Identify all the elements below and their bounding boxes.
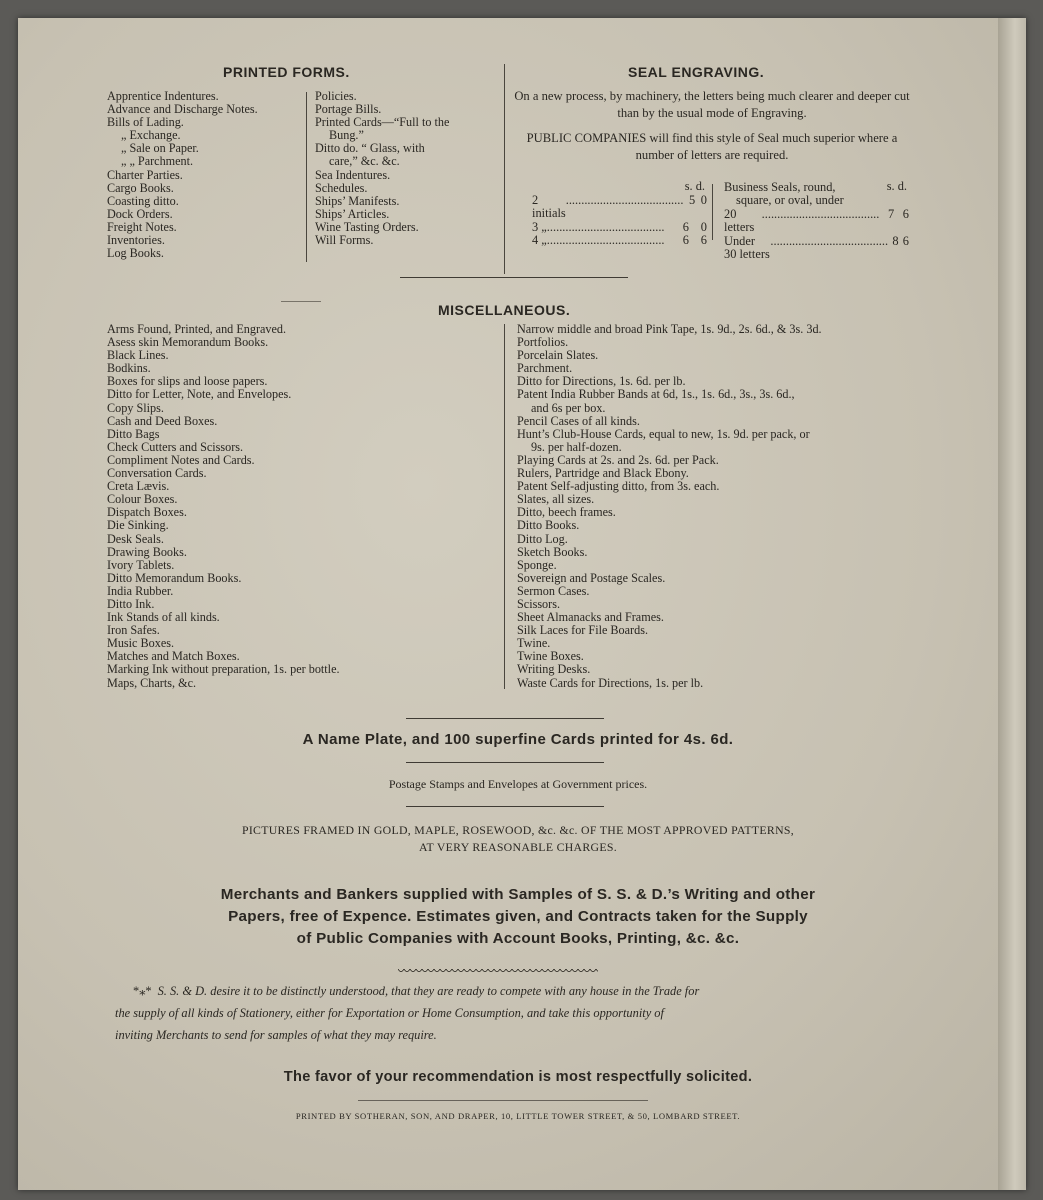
list-item: Portfolios. (517, 335, 569, 350)
section-rule-2 (406, 718, 604, 719)
list-item: Arms Found, Printed, and Engraved. (107, 322, 287, 336)
shillings-value: 6 (682, 219, 689, 234)
name-plate-offer: A Name Plate, and 100 superfine Cards printed for 4s. 6d. (302, 731, 734, 748)
price-row (532, 221, 707, 235)
sd-header-left: s. d. (684, 179, 705, 193)
list-item: Ditto Bags (107, 426, 160, 441)
public-companies-note: PUBLIC COMPANIES will find this style of Seal much superior where a number of letters are required. (526, 131, 898, 162)
pictures-line-2: AT VERY REASONABLE CHARGES. (419, 840, 617, 854)
list-item: „ „ Parchment. (121, 154, 194, 169)
price-row (724, 208, 909, 235)
notice-paragraph (115, 980, 955, 1046)
shillings-value: 6 (682, 233, 689, 247)
miscellaneous-column-1 (107, 323, 497, 690)
list-item: Copy Slips. (107, 400, 164, 415)
price-row (532, 194, 707, 221)
leader-dots: ...................................... (546, 233, 665, 247)
pence-value: 6 (700, 233, 707, 247)
miscellaneous-divider (504, 324, 505, 689)
price-row (532, 234, 707, 248)
list-item: Ditto do. “ Glass, with (315, 141, 425, 156)
list-item: Sermon Cases. (517, 583, 590, 598)
notice-asterisks: *⁎* (133, 984, 152, 998)
list-item: Die Sinking. (107, 518, 169, 533)
imprint-rule (358, 1100, 648, 1101)
list-item: Compliment Notes and Cards. (107, 452, 255, 467)
list-item: Matches and Match Boxes. (107, 649, 240, 664)
document-page (18, 18, 1026, 1190)
list-item: Marking Ink without preparation, 1s. per bottle. (107, 662, 340, 677)
section-rule-3 (406, 762, 604, 763)
short-rule (281, 301, 321, 302)
recommendation-line: The favor of your recommendation is most respectfully solicited. (283, 1069, 753, 1085)
price-label: 2 initials (532, 192, 566, 220)
list-item: Schedules. (315, 180, 368, 195)
pence-value: 0 (700, 192, 707, 207)
top-center-divider (504, 64, 505, 274)
list-item: Patent Self-adjusting ditto, from 3s. each. (517, 479, 720, 494)
list-item: Maps, Charts, &c. (107, 675, 197, 690)
list-item: Check Cutters and Scissors. (107, 439, 244, 454)
list-item: Ships’ Manifests. (315, 193, 400, 208)
list-item: Charter Parties. (107, 167, 183, 182)
price-row (724, 235, 909, 262)
price-label: 20 letters (724, 206, 755, 234)
list-item: Boxes for slips and loose papers. (107, 374, 268, 389)
list-item: Playing Cards at 2s. and 2s. 6d. per Pack. (517, 452, 719, 467)
printer-imprint: PRINTED BY SOTHERAN, SON, AND DRAPER, 10, LITTLE TOWER STREET, & 50, LOMBARD STREET. (295, 1111, 741, 1121)
printed-forms-divider (306, 92, 307, 262)
list-item: Cargo Books. (107, 180, 174, 195)
price-label: 4 „ (532, 233, 547, 247)
leader-dots: ...................................... (761, 206, 880, 221)
list-item: Ditto for Letter, Note, and Envelopes. (107, 387, 292, 402)
list-item: Twine. (517, 636, 551, 651)
miscellaneous-column-2 (517, 323, 927, 690)
notice-line-3: inviting Merchants to send for samples of what they may require. (115, 1028, 437, 1042)
price-label: 3 „ (532, 219, 547, 234)
list-item: Portage Bills. (315, 102, 382, 117)
section-rule-4 (406, 806, 604, 807)
pictures-line-1: PICTURES FRAMED IN GOLD, MAPLE, ROSEWOOD, &c. &c. OF THE MOST APPROVED PATTERNS, (241, 823, 795, 837)
list-item: Porcelain Slates. (517, 348, 599, 363)
merchants-line-1: Merchants and Bankers supplied with Samples of S. S. & D.’s Writing and other (220, 886, 816, 903)
wavy-rule (398, 969, 598, 975)
list-item: Apprentice Indentures. (107, 89, 219, 103)
list-item: „ Sale on Paper. (121, 141, 199, 156)
list-item: Ivory Tablets. (107, 557, 175, 572)
seal-engraving-description: On a new process, by machinery, the letters being much clearer and deeper cut than by the usual mode of Engraving. (514, 89, 910, 120)
pictures-framed-notice (58, 822, 978, 856)
pence-value: 6 (902, 233, 909, 248)
list-item: 9s. per half-dozen. (531, 439, 622, 454)
shillings-value: 8 (892, 233, 899, 248)
list-item: India Rubber. (107, 583, 174, 598)
list-item: Drawing Books. (107, 544, 187, 559)
list-item: Twine Boxes. (517, 649, 584, 664)
leader-dots: ...................................... (565, 192, 684, 207)
postage-stamps-note: Postage Stamps and Envelopes at Government prices. (388, 777, 648, 791)
list-item: Sketch Books. (517, 544, 588, 559)
list-item: Music Boxes. (107, 636, 175, 651)
list-item: Advance and Discharge Notes. (107, 102, 258, 117)
list-item: Rulers, Partridge and Black Ebony. (517, 466, 689, 481)
list-item: Ditto for Directions, 1s. 6d. per lb. (517, 374, 686, 389)
notice-line-1: S. S. & D. desire it to be distinctly understood, that they are ready to compete with any house in the Trade for (157, 984, 700, 998)
list-item: Asess skin Memorandum Books. (107, 335, 269, 350)
list-item: Slates, all sizes. (517, 492, 595, 507)
leader-dots: ...................................... (546, 219, 665, 234)
list-item: Hunt’s Club-House Cards, equal to new, 1s. 9d. per pack, or (517, 426, 810, 441)
printed-forms-column-1 (107, 90, 297, 260)
list-item: Colour Boxes. (107, 492, 178, 507)
pence-value: 6 (902, 206, 909, 221)
list-item: Scissors. (517, 596, 561, 611)
list-item: Iron Safes. (107, 623, 160, 638)
list-item: Cash and Deed Boxes. (107, 413, 218, 428)
list-item: Dispatch Boxes. (107, 505, 187, 520)
list-item: Will Forms. (315, 233, 374, 248)
pence-value: 0 (700, 219, 707, 234)
list-item: Log Books. (107, 246, 164, 261)
page-spine (998, 18, 1026, 1190)
list-item: Sheet Almanacks and Frames. (517, 610, 664, 625)
list-item: Writing Desks. (517, 662, 591, 677)
business-seals-description-line: square, or oval, under (736, 193, 844, 207)
list-item: Dock Orders. (107, 206, 173, 221)
shillings-value: 5 (689, 192, 696, 207)
list-item: Parchment. (517, 361, 573, 376)
list-item: Creta Lævis. (107, 479, 170, 494)
list-item: Ditto, beech frames. (517, 505, 616, 520)
list-item: Narrow middle and broad Pink Tape, 1s. 9d., 2s. 6d., & 3s. 3d. (517, 322, 822, 336)
list-item: Conversation Cards. (107, 466, 207, 481)
list-item: Ships’ Articles. (315, 206, 390, 221)
list-item: Ditto Memorandum Books. (107, 570, 242, 585)
list-item: Sovereign and Postage Scales. (517, 570, 666, 585)
list-item: Ink Stands of all kinds. (107, 610, 220, 625)
sd-header-right: s. d. (886, 179, 907, 193)
printed-forms-heading: PRINTED FORMS. (223, 64, 350, 80)
list-item: Ditto Books. (517, 518, 580, 533)
list-item: Coasting ditto. (107, 193, 179, 208)
shillings-value: 7 (887, 206, 895, 221)
list-item: Bills of Lading. (107, 115, 184, 130)
list-item: Pencil Cases of all kinds. (517, 413, 640, 428)
list-item: Bung.” (329, 128, 364, 143)
list-item: Printed Cards—“Full to the (315, 115, 450, 130)
merchants-line-3: of Public Companies with Account Books, Printing, &c. &c. (296, 930, 740, 947)
list-item: Bodkins. (107, 361, 151, 376)
list-item: care,” &c. &c. (329, 154, 400, 169)
list-item: Patent India Rubber Bands at 6d, 1s., 1s. 6d., 3s., 3s. 6d., (517, 387, 795, 402)
price-label: Under 30 letters (724, 233, 770, 261)
notice-line-2: the supply of all kinds of Stationery, either for Exportation or Home Consumption, and take this opportunity of (115, 1006, 664, 1020)
list-item: and 6s per box. (531, 400, 606, 415)
list-item: Sea Indentures. (315, 167, 391, 182)
list-item: Desk Seals. (107, 531, 164, 546)
list-item: Ditto Ink. (107, 596, 155, 611)
list-item: Waste Cards for Directions, 1s. per lb. (517, 675, 704, 690)
miscellaneous-heading: MISCELLANEOUS. (438, 302, 571, 318)
seal-engraving-heading: SEAL ENGRAVING. (628, 64, 765, 80)
business-seals-price-table (724, 180, 909, 262)
initials-price-table (532, 180, 707, 248)
list-item: Ditto Log. (517, 531, 568, 546)
list-item: „ Exchange. (121, 128, 181, 143)
business-seals-description-line: Business Seals, round, (724, 179, 836, 194)
section-rule-1 (400, 277, 628, 278)
merchants-line-2: Papers, free of Expence. Estimates given, and Contracts taken for the Supply (228, 908, 808, 925)
list-item: Black Lines. (107, 348, 169, 363)
list-item: Silk Laces for File Boards. (517, 623, 648, 638)
list-item: Inventories. (107, 233, 165, 248)
list-item: Freight Notes. (107, 219, 177, 234)
list-item: Policies. (315, 89, 357, 103)
list-item: Sponge. (517, 557, 557, 572)
leader-dots: ...................................... (770, 233, 889, 248)
list-item: Wine Tasting Orders. (315, 219, 419, 234)
merchants-paragraph (38, 884, 998, 950)
printed-forms-column-2 (315, 90, 505, 247)
seal-price-divider (712, 184, 713, 240)
